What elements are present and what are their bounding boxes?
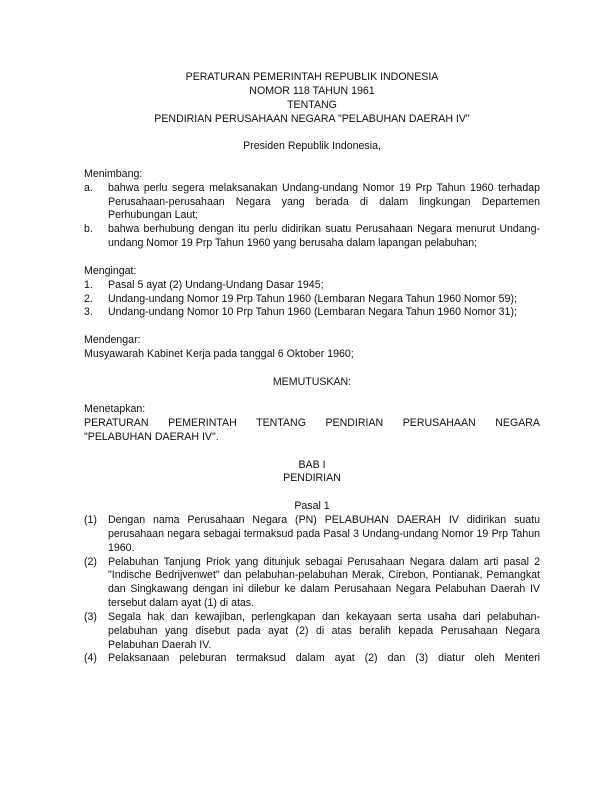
item-text: Pasal 5 ayat (2) Undang-Undang Dasar 1945; — [108, 278, 324, 291]
title-line: PENDIRIAN PERUSAHAAN NEGARA "PELABUHAN DAERAH IV" — [154, 112, 470, 125]
item-text: Undang-undang Nomor 19 Prp Tahun 1960 (Lembaran Negara Tahun 1960 Nomor 59); — [108, 292, 517, 305]
title-line: NOMOR 118 TAHUN 1961 — [249, 84, 375, 97]
ayat-item — [84, 556, 540, 611]
item-text: Pelabuhan Tanjung Priok yang ditunjuk sebagai Perusahaan Negara dalam arti pasal 2 "Indische Bedrijvenwet" dan pelabuhan-pelabuhan Merak, Cirebon, Pontianak, Pemangkat dan Singkawang dengan ini dilebur ke dalam Perusahaan Negara Pelabuhan Daerah IV tersebut dalam ayat (1) di atas. — [108, 555, 540, 610]
item-label: (2) — [84, 555, 97, 568]
item-label: (3) — [84, 610, 97, 623]
list-item — [84, 306, 540, 320]
president-line: Presiden Republik Indonesia, — [243, 140, 381, 153]
document-title — [84, 71, 540, 126]
menetapkan-line: PERATURAN PEMERINTAH TENTANG PENDIRIAN PERUSAHAAN NEGARA — [84, 417, 540, 430]
ayat-item — [84, 611, 540, 653]
mendengar-heading: Mendengar: — [84, 334, 141, 347]
list-item — [84, 279, 540, 293]
item-label: 1. — [84, 278, 93, 291]
menetapkan-heading: Menetapkan: — [84, 403, 146, 416]
mendengar-text: Musyawarah Kabinet Kerja pada tanggal 6 Oktober 1960; — [84, 347, 354, 360]
list-item — [84, 182, 540, 224]
menimbang-heading: Menimbang: — [84, 167, 143, 180]
pasal-title: Pasal 1 — [294, 500, 330, 513]
item-text: Pelaksanaan peleburan termaksud dalam ayat (2) dan (3) diatur oleh Menteri — [108, 652, 540, 665]
memutuskan-heading: MEMUTUSKAN: — [272, 375, 352, 388]
item-text: Dengan nama Perusahaan Negara (PN) PELABUHAN DAERAH IV didirikan suatu perusahaan negara sebagai termaksud pada Pasal 3 Undang-undang Nomor 19 Prp Tahun 1960. — [108, 514, 540, 554]
item-label: a. — [84, 181, 93, 194]
bab-title: PENDIRIAN — [283, 472, 341, 485]
ayat-item — [84, 652, 540, 666]
mengingat-heading: Mengingat: — [84, 264, 137, 277]
menetapkan-line: "PELABUHAN DAERAH IV". — [84, 430, 219, 443]
item-text: bahwa berhubung dengan itu perlu didirikan suatu Perusahaan Negara menurut Undang-undang Nomor 19 Prp Tahun 1960 yang berusaha dalam lapangan pelabuhan; — [108, 223, 540, 250]
list-item — [84, 293, 540, 307]
item-label: (1) — [84, 514, 97, 526]
item-text: Undang-undang Nomor 10 Prp Tahun 1960 (Lembaran Negara Tahun 1960 Nomor 31); — [108, 306, 517, 319]
item-label: b. — [84, 223, 93, 236]
item-text: bahwa perlu segera melaksanakan Undang-undang Nomor 19 Prp Tahun 1960 terhadap Perusahaan-perusahaan Negara yang berada di dalam lingkungan Departemen Perhubungan Laut; — [108, 181, 540, 222]
bab-number: BAB I — [298, 458, 326, 471]
item-label: (4) — [84, 652, 97, 665]
title-line: TENTANG — [287, 98, 337, 111]
document-page — [84, 71, 540, 666]
item-text: Segala hak dan kewajiban, perlengkapan dan kekayaan serta usaha dari pelabuhan-pelabuhan yang disebut pada ayat (2) di atas beralih kepada Perusahaan Negara Pelabuhan Daerah IV. — [108, 610, 540, 651]
item-label: 3. — [84, 306, 93, 319]
ayat-item — [84, 514, 540, 556]
item-label: 2. — [84, 292, 93, 305]
title-line: PERATURAN PEMERINTAH REPUBLIK INDONESIA — [185, 71, 439, 83]
list-item — [84, 223, 540, 251]
